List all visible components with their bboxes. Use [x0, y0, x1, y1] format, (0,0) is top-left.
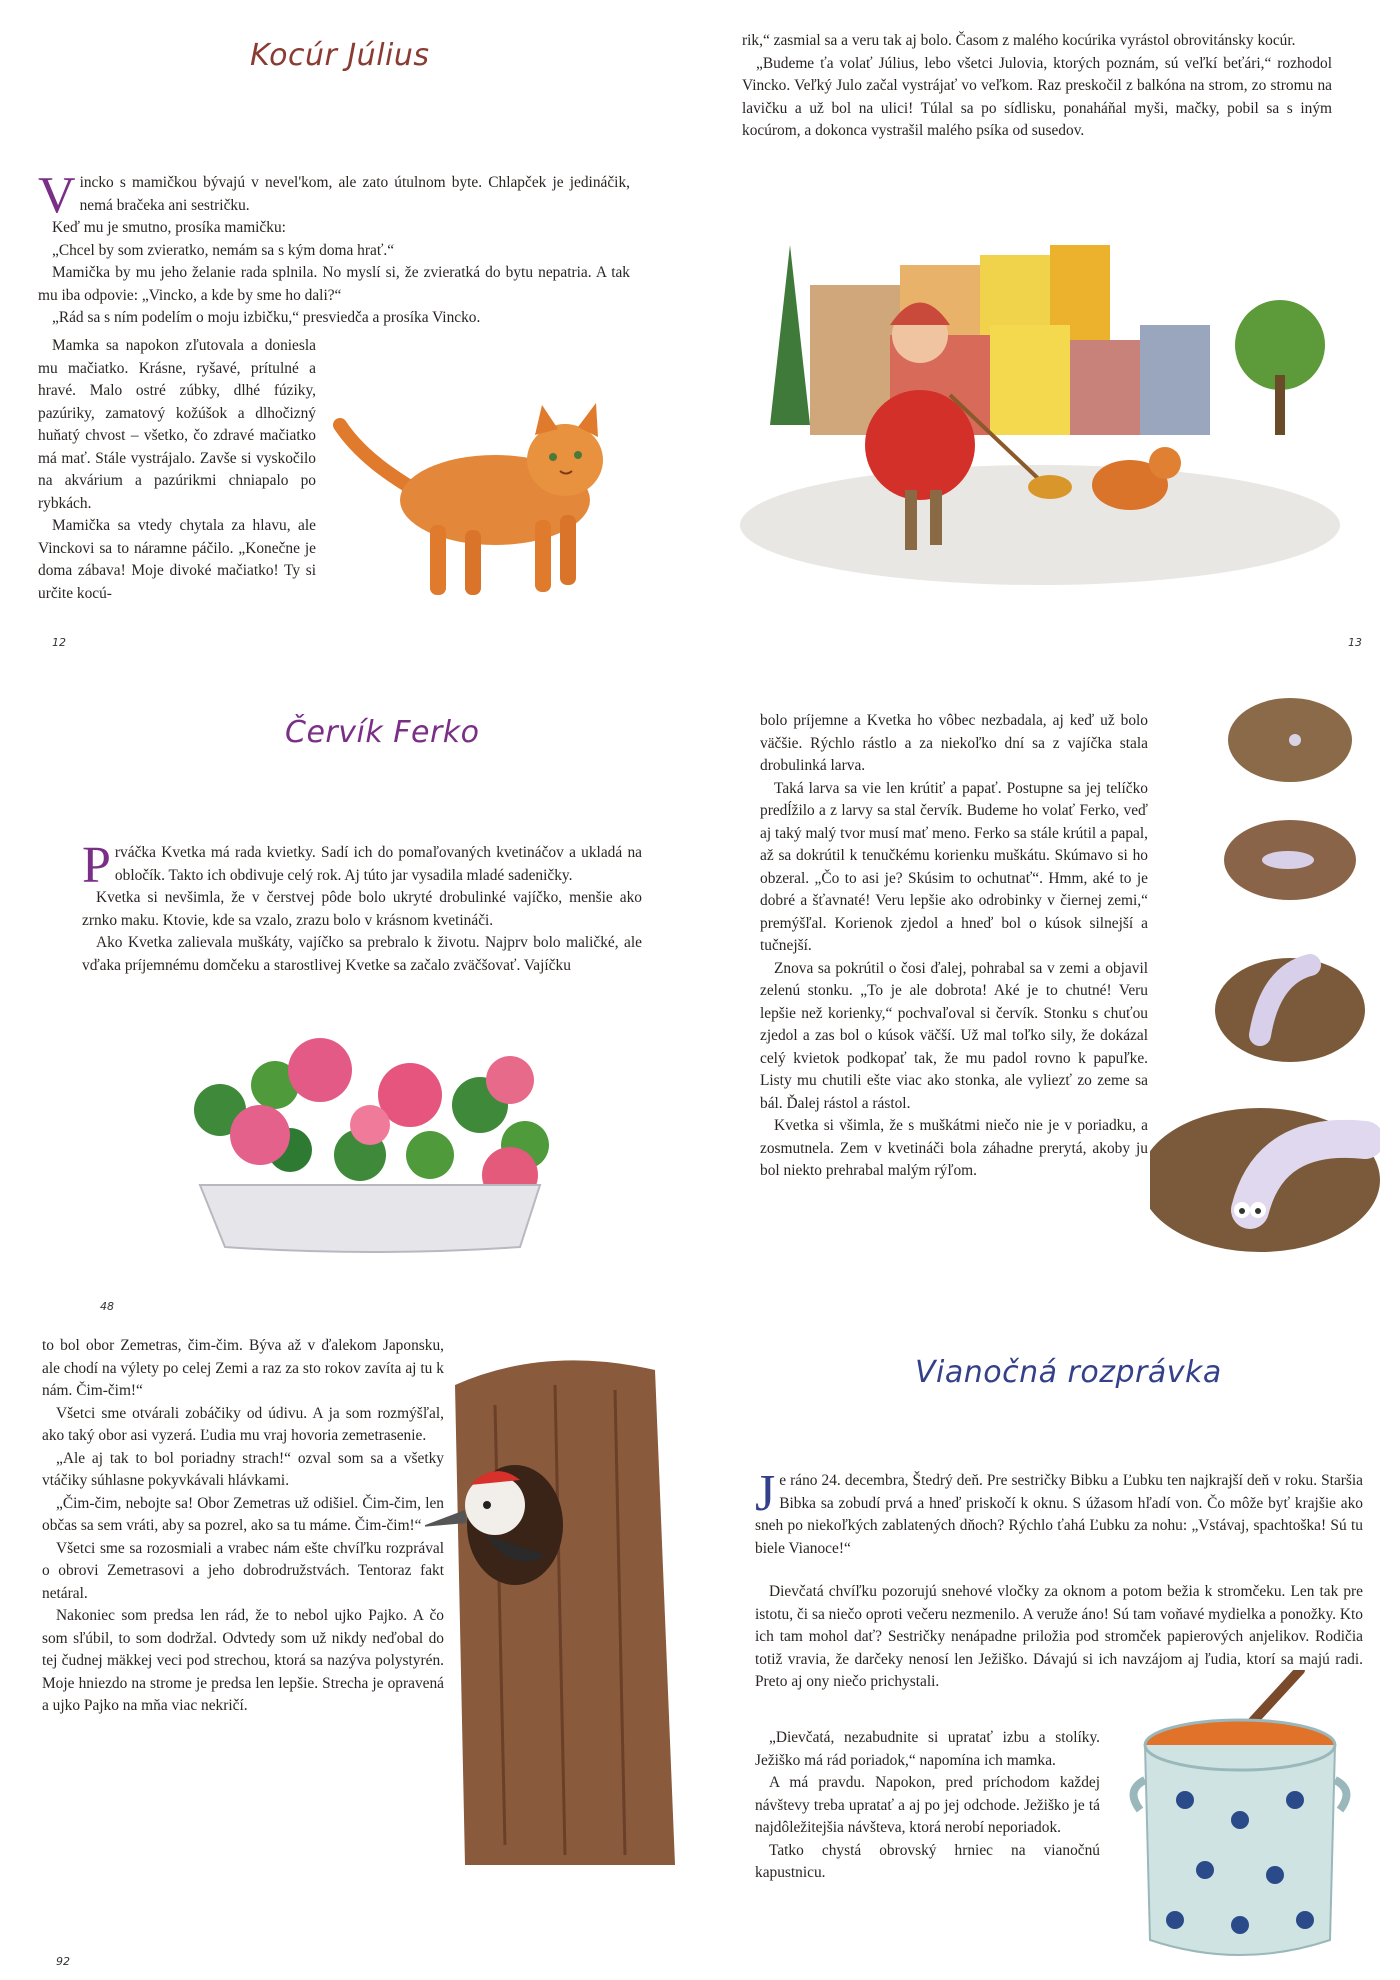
geranium-pot-illustration: [180, 1025, 560, 1255]
drop-cap: J: [755, 1465, 776, 1522]
paragraph: Ako Kvetka zalievala muškáty, vajíčko sa prebralo k životu. Najprv bolo maličké, ale vďaka príjemnému domčeku a starostlivej Kvetke sa začalo zväčšovať. Vajíčku: [82, 934, 642, 974]
paragraph: Všetci sme otvárali zobáčiky od údivu. A ja som rozmýšľal, ako taký obor asi vyzerá. Ľudia mu vraj hovoria zemetrasenie.: [42, 1404, 444, 1444]
paragraph: Mamička sa vtedy chytala za hlavu, ale Vinckovi sa to náramne páčilo. „Konečne je doma zábava! Moje divoké mačiatko! Ty si určite kocú-: [38, 517, 316, 602]
page-93: [720, 1315, 1380, 1980]
story-text: [755, 1465, 1363, 1560]
spread-vianocna-rozpravka: [20, 1315, 1380, 1980]
paragraph: „Rád sa s ním podelím o moju izbičku,“ presviedča a prosíka Vincko.: [52, 309, 481, 326]
paragraph: Nakoniec som predsa len rád, že to nebol ujko Pajko. A čo som sľúbil, to som dodržal. Odvtedy som už nikdy neďobal do tej čudnej mäkkej veci pod strechou, ktorá sa nazýva polystyrén. Moje hniezdo na strome je predsa len lepšie. Strecha je opravená a ujko Pajko na mňa viac nekričí.: [42, 1607, 444, 1714]
paragraph: Taká larva sa vie len krútiť a papať. Postupne sa jej telíčko predĺžilo a z larvy sa stal červík. Budeme ho volať Ferko, veď aj taký malý tvor musí mať meno. Ferko sa stále krútil a papal, až sa dokrútil k tenučkému korienku muškátu. Skúmavo si ho obzeral. „Čo to asi je? Skúsim to ochutnať“. Hmm, aké to je dobré a šťavnaté! Veru lepšie ako odrobinky v čiernej zemi,“ premýšľal. Korienok zjedol a hneď bol o kúsok silnejší a tučnejší.: [760, 779, 1148, 954]
paragraph: Mamka sa napokon zľutovala a doniesla mu mačiatko. Krásne, ryšavé, prítulné a hravé. Malo ostré zúbky, dlhé fúziky, pazúriky, zamatový kožúšok a dlhočizný huňatý chvost – všetko, čo zdravé mačiatko má mať. Stále vystrájalo. Zavše si vyskočilo na akvárium a pazúrikmi chniapalo po rybkách.: [38, 337, 316, 512]
paragraph: „Ale aj tak to bol poriadny strach!“ ozval som sa a všetky vtáčiky súhlasne pokyvkávali hlávkami.: [42, 1449, 444, 1489]
paragraph: Mamička by mu jeho želanie rada splnila. No myslí si, že zvieratká do bytu nepatria. A tak mu iba odpovie: „Vincko, a kde by sme ho dali?“: [38, 264, 630, 304]
cat-illustration: [320, 365, 650, 610]
page-title: Vianočná rozprávka: [915, 1355, 1222, 1390]
story-text: [760, 710, 1148, 1183]
story-text-column: [755, 1727, 1100, 1885]
story-text: [42, 1335, 444, 1718]
drop-cap: P: [82, 837, 111, 894]
paragraph: Všetci sme sa rozosmiali a vrabec nám ešte chvíľku rozprával o obrovi Zemetrasovi a jeho dobrodružstvách. Tentoraz fakt netáral.: [42, 1539, 444, 1602]
soup-pot-illustration: [1125, 1670, 1360, 1970]
paragraph: A má pravdu. Napokon, pred príchodom každej návštevy treba upratať a aj po jej odchode. Ježiško je tá najdôležitejšia návšteva, ktorá nerobí neporiadok.: [755, 1774, 1100, 1836]
worm-stages-illustration: [1150, 690, 1380, 1290]
page-92: [20, 1315, 700, 1980]
page-title: Kocúr Július: [250, 38, 430, 73]
paragraph: „Čim-čim, nebojte sa! Obor Zemetras už odišiel. Čim-čim, len občas sa sem vráti, aby sa pozrel, ako sa tu máme. Čim-čim!“: [42, 1494, 444, 1534]
page-number: 12: [52, 636, 66, 649]
paragraph: Dievčatá chvíľku pozorujú snehové vločky za oknom a potom bežia k stromčeku. Len tak pre istotu, či sa niečo oproti večeru nezmenilo. A veruže áno! Sú tam voňavé mydielka a ponožky. Kto ich tam mohol dať? Sestričky nenápadne priložia pod stromček papierových anjelikov. Rodičia totiž vravia, že darčeky nenosí len Ježiško. Dávajú si ich navzájom aj ľudia, ktorí sa majú radi. Preto aj ony niečo prichystali.: [755, 1583, 1363, 1690]
drop-cap: V: [38, 167, 76, 224]
paragraph: rik,“ zasmial sa a veru tak aj bolo. Časom z malého kocúrika vyrástol obrovitánsky kocúr.: [742, 32, 1296, 49]
spread-cervik-ferko: [20, 670, 1380, 1315]
paragraph: incko s mamičkou bývajú v nevel'kom, ale zato útulnom byte. Chlapček je jedináčik, nemá bračeka ani sestričku.: [79, 174, 630, 214]
spread-kocur-julius: [20, 0, 1380, 660]
paragraph: „Budeme ťa volať Július, lebo všetci Julovia, ktorých poznám, sú veľkí beťári,“ rozhodol Vincko. Veľký Julo začal vystrájať vo veľkom. Raz preskočil z balkóna na strom, zo stromu na lavičku a už bol na ulici! Túlal sa po sídlisku, ponaháňal myši, mačky, pobil sa s iným kocúrom, a dokonca vystrašil malého psíka od susedov.: [742, 54, 1332, 139]
story-text-column: [38, 335, 316, 605]
page-number: 13: [1348, 636, 1362, 649]
paragraph: bolo príjemne a Kvetka ho vôbec nezbadala, aj keď už bolo väčšie. Rýchlo rástlo a za niekoľko dní sa z vajíčka stala drobulinká larva.: [760, 712, 1148, 774]
paragraph: Tatko chystá obrovský hrniec na vianočnú kapustnicu.: [755, 1841, 1100, 1881]
paragraph: e ráno 24. decembra, Štedrý deň. Pre sestričky Bibku a Ľubku ten najkrajší deň v roku. Staršia Bibka sa zobudí prvá a hneď priskočí k oknu. S úžasom hľadí von. Čo môže byť krajšie ako sneh po niekoľkých zablatených dňoch? Rýchlo ťahá Ľubku za nohu: „Vstávaj, spachtoška! Sú tu biele Vianoce!“: [755, 1472, 1363, 1557]
page-title: Červík Ferko: [285, 715, 480, 750]
story-text: [82, 837, 642, 977]
story-text: [38, 167, 630, 330]
paragraph: Keď mu je smutno, prosíka mamičku:: [52, 219, 286, 236]
page-number: 48: [100, 1300, 114, 1313]
page-49: [720, 670, 1380, 1315]
story-text: [742, 30, 1332, 143]
page-13: [720, 0, 1380, 660]
page-48: [20, 670, 700, 1315]
paragraph: to bol obor Zemetras, čim-čim. Býva až v ďalekom Japonsku, ale chodí na výlety po celej Zemi a raz za sto rokov zavíta aj tu k nám. Čim-čim!“: [42, 1337, 444, 1399]
page-12: [20, 0, 700, 660]
street-scene-illustration: [740, 225, 1350, 600]
paragraph: Znova sa pokrútil o čosi ďalej, pohrabal sa v zemi a objavil zelenú stonku. „To je ale dobrota! Aké je to chutné! Veru lepšie než korienky,“ pochvaľoval si červík. Stonku s chuťou zjedol a zas bol o kúsok väčší. Už mal toľko sily, že dokázal celý kvietok podkopať tak, že mu padol rovno k papuľke. Listy mu chutili ešte viac ako stonka, ale vyliezť zo zeme sa bál. Ďalej rástol a rástol.: [760, 959, 1148, 1112]
paragraph: Kvetka si nevšimla, že v čerstvej pôde bolo ukryté drobulinké vajíčko, menšie ako zrnko maku. Ktovie, kde sa vzalo, zrazu bolo v krásnom kvetináči.: [82, 889, 642, 929]
paragraph: „Chcel by som zvieratko, nemám sa s kým doma hrať.“: [52, 241, 395, 259]
paragraph: „Dievčatá, nezabudnite si upratať izbu a stolíky. Ježiško má rád poriadok,“ napomína ich mamka.: [755, 1729, 1100, 1769]
paragraph: rváčka Kvetka má rada kvietky. Sadí ich do pomaľovaných kvetináčov a ukladá na obločík. Takto ich obdivuje celý rok. Aj túto jar vysadila mladé sadeničky.: [114, 844, 642, 884]
page-number: 92: [56, 1955, 70, 1968]
paragraph: Kvetka si všimla, že s muškátmi niečo nie je v poriadku, a zosmutnela. Zem v kvetináči bola záhadne prerytá, akoby ju bol niekto prehrabal malým rýľom.: [760, 1117, 1148, 1179]
woodpecker-tree-illustration: [425, 1345, 690, 1875]
